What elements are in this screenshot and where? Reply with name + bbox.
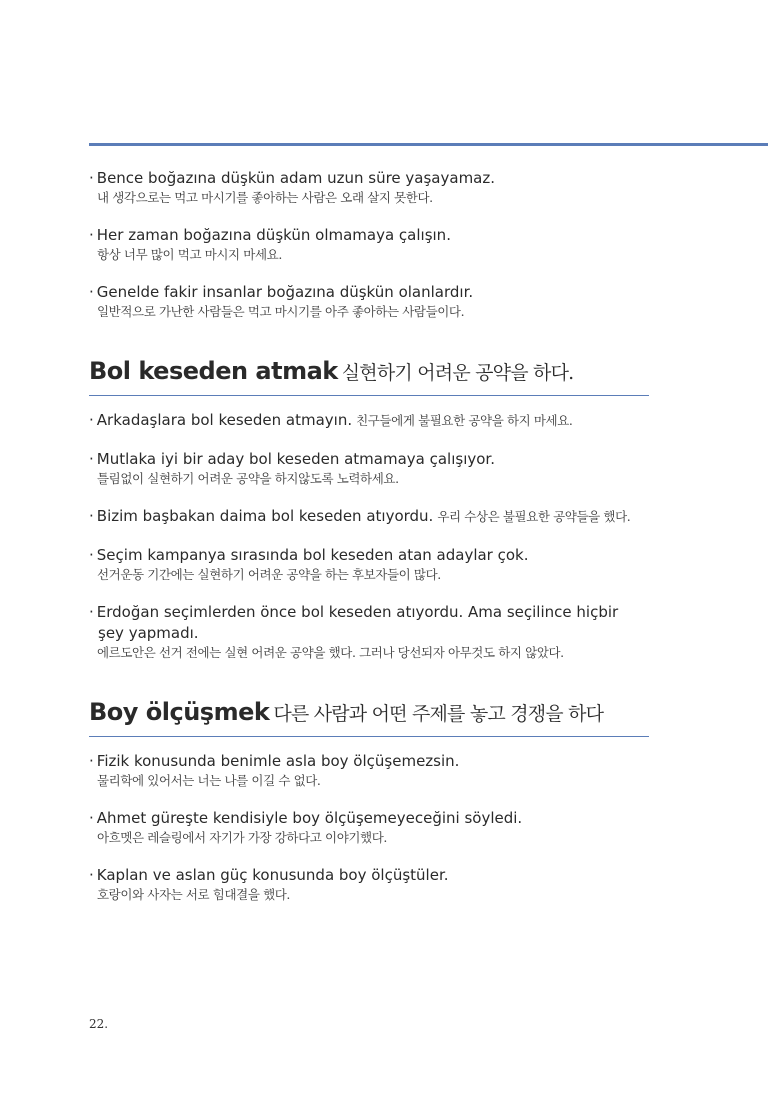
example-entry (89, 449, 659, 488)
example-korean: 틀림없이 실현하기 어려운 공약을 하지않도록 노력하세요. (97, 471, 399, 486)
example-turkish: Arkadaşlara bol keseden atmayın. (96, 411, 353, 429)
bullet: · (89, 226, 94, 244)
section-heading (89, 698, 649, 726)
example-turkish: Fizik konusunda benimle asla boy ölçüşemezsin. (96, 752, 460, 770)
bullet: · (89, 603, 94, 621)
example-korean: 항상 너무 많이 먹고 마시지 마세요. (97, 247, 282, 262)
bullet: · (89, 809, 94, 827)
example-entry (89, 410, 659, 431)
example-turkish: Her zaman boğazına düşkün olmamaya çalışın. (96, 226, 451, 244)
example-turkish: Seçim kampanya sırasında bol keseden atan adaylar çok. (96, 546, 529, 564)
top-rule (89, 143, 768, 146)
section-heading (89, 357, 649, 385)
example-korean: 내 생각으로는 먹고 마시기를 좋아하는 사람은 오래 살지 못한다. (97, 190, 433, 205)
bullet: · (89, 752, 94, 770)
example-entry (89, 545, 659, 584)
example-korean: 우리 수상은 불필요한 공약들을 했다. (437, 509, 631, 524)
example-entry (89, 506, 659, 527)
example-turkish: Genelde fakir insanlar boğazına düşkün olanlardır. (96, 283, 474, 301)
idiom-title: Boy ölçüşmek (89, 698, 270, 726)
example-turkish: Bence boğazına düşkün adam uzun süre yaşayamaz. (96, 169, 496, 187)
example-korean: 일반적으로 가난한 사람들은 먹고 마시기를 아주 좋아하는 사람들이다. (97, 304, 465, 319)
page-number: 22. (89, 1017, 109, 1031)
example-turkish: Bizim başbakan daima bol keseden atıyordu. (96, 507, 434, 525)
example-turkish: Erdoğan seçimlerden önce bol keseden atıyordu. Ama seçilince hiçbir (96, 603, 619, 621)
example-korean: 물리학에 있어서는 너는 나를 이길 수 없다. (97, 773, 321, 788)
bullet: · (89, 411, 94, 429)
bullet: · (89, 169, 94, 187)
example-turkish: Mutlaka iyi bir aday bol keseden atmamaya çalışıyor. (96, 450, 495, 468)
example-korean: 에르도안은 선거 전에는 실현 어려운 공약을 했다. 그러나 당선되자 아무것도 하지 않았다. (97, 645, 564, 660)
section-divider (89, 736, 649, 737)
section-divider (89, 395, 649, 396)
page-content (89, 168, 659, 922)
example-entry (89, 865, 659, 904)
bullet: · (89, 866, 94, 884)
example-entry (89, 602, 659, 662)
example-korean: 호랑이와 사자는 서로 힘대결을 했다. (97, 887, 290, 902)
idiom-title: Bol keseden atmak (89, 357, 338, 385)
example-entry (89, 282, 659, 321)
bullet: · (89, 546, 94, 564)
idiom-meaning: 실현하기 어려운 공약을 하다. (341, 362, 574, 384)
example-turkish: Kaplan ve aslan güç konusunda boy ölçüştüler. (96, 866, 449, 884)
bullet: · (89, 507, 94, 525)
example-korean: 선거운동 기간에는 실현하기 어려운 공약을 하는 후보자들이 많다. (97, 567, 441, 582)
bullet: · (89, 450, 94, 468)
bullet: · (89, 283, 94, 301)
example-entry (89, 168, 659, 207)
example-korean: 아흐멧은 레슬링에서 자기가 가장 강하다고 이야기했다. (97, 830, 387, 845)
example-korean: 친구들에게 불필요한 공약을 하지 마세요. (356, 413, 573, 428)
example-entry (89, 808, 659, 847)
idiom-meaning: 다른 사람과 어떤 주제를 놓고 경쟁을 하다 (273, 703, 604, 725)
example-entry (89, 751, 659, 790)
example-turkish-continued: şey yapmadı. (98, 624, 199, 642)
example-entry (89, 225, 659, 264)
example-turkish: Ahmet güreşte kendisiyle boy ölçüşemeyeceğini söyledi. (96, 809, 523, 827)
